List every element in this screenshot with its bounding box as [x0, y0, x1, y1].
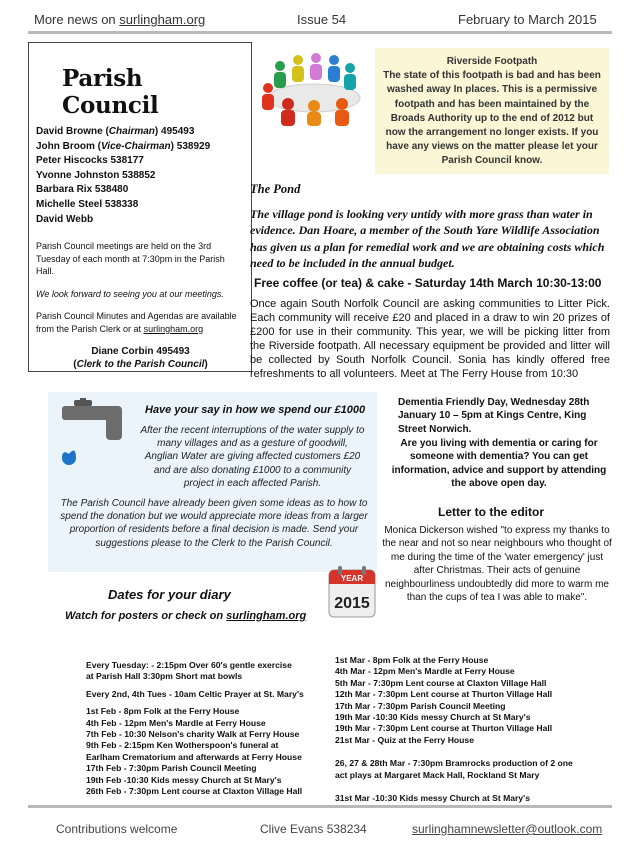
diary-entry: 17th Feb - 7:30pm Parish Council Meeting — [86, 763, 257, 774]
diary-entry: 26, 27 & 28th Mar - 7:30pm Bramrocks production of 2 one — [335, 758, 573, 769]
header-site-link[interactable]: surlingham.org — [119, 12, 206, 27]
diary-entry: 12th Mar - 7:30pm Lent course at Thurton Village Hall — [335, 689, 553, 700]
calendar-tag: YEAR — [340, 574, 364, 583]
diary-entry: Earlham Crematorium and afterwards at Ferry House — [86, 751, 302, 762]
riverside-footpath-notice — [375, 48, 609, 174]
member: David Webb — [36, 213, 94, 225]
diary-subheading: Watch for posters or check on surlingham.org — [65, 610, 307, 622]
calendar-icon — [328, 566, 376, 618]
have-your-say-text: After the recent interruptions of the water supply to many villages and as a gesture of goodwill, Anglian Water are giving affected customers £20 and are also donating £1000 to a community project in each affected Parish. — [140, 425, 365, 489]
diary-entry: 19th Mar - 7:30pm Lent course at Thurton Village Hall — [335, 723, 553, 734]
diary-entry: at Parish Hall 3:30pm Short mat bowls — [86, 671, 243, 682]
footer-rule — [28, 805, 612, 808]
diary-entry: 4th Feb - 12pm Men's Mardle at Ferry House — [86, 717, 266, 728]
member: David Browne (Chairman) 495493 — [36, 126, 195, 137]
have-your-say-heading: Have your say in how we spend our £1000 — [145, 404, 366, 416]
letter-text: Monica Dickerson wished "to express my thanks to the near and not so near neighbours who thought of me during the time of the 'water emergency' just after Christmas. Their acts of genuine neighbourliness undoubtedly did more to warm me than the cups of tea I was able to make". — [382, 525, 612, 604]
diary-entry: Every 2nd, 4th Tues - 10am Celtic Prayer at St. Mary's — [86, 688, 304, 699]
minutes-info: Parish Council Minutes and Agendas are available from the Parish Clerk or at surlingham.org — [36, 311, 237, 334]
member: Michelle Steel 538338 — [36, 198, 139, 210]
diary-left-column — [86, 660, 304, 797]
diary-entry: 17th Mar - 7:30pm Parish Council Meeting — [335, 700, 506, 711]
diary-heading: Dates for your diary — [108, 587, 231, 602]
diary-right-column — [335, 655, 573, 804]
have-your-say-appeal: The Parish Council have already been given some ideas as to how to spend the donation but we would appreciate more ideas from a larger proportion of residents before a final decision is made. Send your suggestions please to the Clerk to the Parish Council. — [60, 498, 368, 549]
pond-heading: The Pond — [250, 182, 301, 196]
dementia-day-text: Are you living with dementia or caring for someone with dementia? You can get information, advice and support by attending the above open day. — [391, 438, 607, 489]
member: Peter Hiscocks 538177 — [36, 155, 144, 167]
parish-council-title: Parish Council — [62, 65, 159, 119]
footpath-text: The state of this footpath is bad and has been washed away In places. This is a permissive footpath and has been maintained by the Broads Authority up to the end of 2012 but now the arrangement no longer exists. If you have any views on the matter please let your Parish Council know. — [383, 70, 601, 167]
diary-entry: 4th Mar - 12pm Men's Mardle at Ferry House — [335, 666, 515, 677]
diary-entry: 1st Mar - 8pm Folk at the Ferry House — [335, 655, 489, 665]
litter-pick-text: Once again South Norfolk Council are asking communities to Litter Pick. Each community will receive £20 and placed in a draw to win 20 prizes of £200 for use in their community. This year, we will be picking litter from the Riverside footpath. All necessary equipment be provided and litter will be collected by South Norfolk Council. Sonia has kindly offered free refreshments to all volunteers. Meet at The Ferry House from 10:30 — [250, 298, 610, 380]
diary-entry: 26th Feb - 7:30pm Lent course at Claxton Village Hall — [86, 786, 303, 797]
clerk-contact: Diane Corbin 495493 (Clerk to the Parish Council) — [73, 346, 208, 371]
meetings-info: Parish Council meetings are held on the 3rd Tuesday of each month at 7:30pm in the Parish Hall. — [36, 241, 225, 277]
water-tap-icon — [60, 398, 136, 472]
pond-text: The village pond is looking very untidy with more grass than water in evidence. Dan Hoare, a member of the South Yare Wildlife Association has given us a plan for remedial work and we are obtaining costs which need to be included in the annual budget. — [250, 207, 605, 271]
member: John Broom (Vice-Chairman) 538929 — [36, 140, 211, 152]
litter-pick-heading: Free coffee (or tea) & cake - Saturday 14th March 10:30-13:00 — [254, 276, 602, 290]
footer-email-link[interactable]: surlinghamnewsletter@outlook.com — [412, 822, 603, 836]
issue-number: Issue 54 — [297, 12, 347, 27]
diary-entry: 9th Feb - 2:15pm Ken Wotherspoon's funeral at — [86, 740, 279, 751]
calendar-year: 2015 — [334, 595, 370, 612]
issue-period: February to March 2015 — [458, 12, 597, 27]
diary-site-link[interactable]: surlingham.org — [226, 610, 307, 622]
diary-entry: act plays at Margaret Mack Hall, Rockland St Mary — [335, 769, 540, 780]
diary-entry: Every Tuesday: - 2:15pm Over 60's gentle exercise — [86, 660, 292, 670]
diary-entry: 5th Mar - 7:30pm Lent course at Claxton Village Hall — [335, 677, 547, 688]
footer-contributions: Contributions welcome — [56, 822, 178, 836]
footer-editor: Clive Evans 538234 — [260, 822, 367, 836]
member: Barbara Rix 538480 — [36, 184, 129, 196]
meeting-table-illustration — [258, 48, 366, 126]
diary-entry: 1st Feb - 8pm Folk at the Ferry House — [86, 706, 240, 717]
diary-entry: 19th Mar -10:30 Kids messy Church at St Mary's — [335, 712, 531, 723]
parish-council-box — [28, 42, 252, 372]
letter-heading: Letter to the editor — [438, 505, 545, 519]
diary-entry: 7th Feb - 10:30 Nelson's charity Walk at Ferry House — [86, 729, 300, 740]
diary-entry: 19th Feb -10:30 Kids messy Church at St Mary's — [86, 774, 282, 785]
dementia-day-heading: Dementia Friendly Day, Wednesday 28th January 10 – 5pm at Kings Centre, King Street Norwich. — [398, 397, 590, 435]
diary-entry: 21st Mar - Quiz at the Ferry House — [335, 734, 474, 745]
header-more-news: More news on surlingham.org — [34, 12, 206, 27]
header-rule — [28, 31, 612, 34]
footpath-title: Riverside Footpath — [446, 56, 538, 67]
minutes-link[interactable]: surlingham.org — [143, 323, 204, 334]
diary-entry: 31st Mar -10:30 Kids messy Church at St Mary's — [335, 793, 531, 804]
member: Yvonne Johnston 538852 — [36, 169, 156, 181]
welcome-note: We look forward to seeing you at our meetings. — [36, 288, 224, 299]
